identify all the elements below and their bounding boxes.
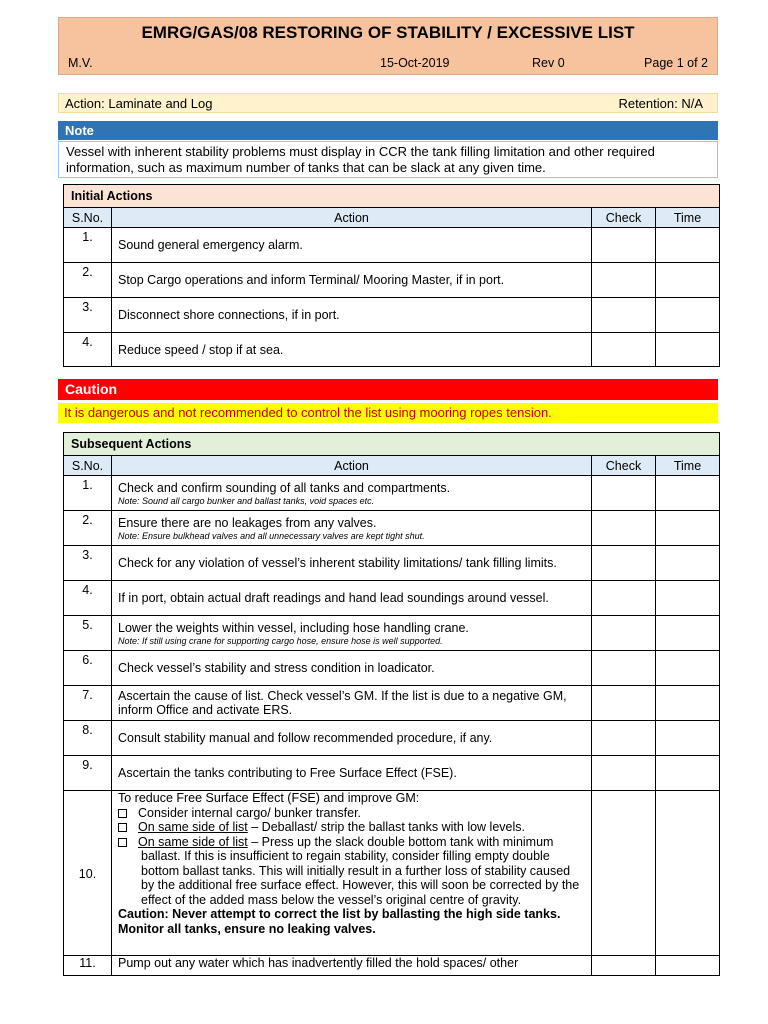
time-cell[interactable] [656, 546, 720, 581]
retention-text: Retention: N/A [618, 96, 703, 111]
checkbox-icon [118, 809, 127, 818]
table-row: 2. Ensure there are no leakages from any valves. Note: Ensure bulkhead valves and all unnecessary valves are kept tight shut. [64, 511, 720, 546]
col-check: Check [592, 208, 656, 228]
check-cell[interactable] [592, 298, 656, 333]
table-row: 3. Disconnect shore connections, if in port. [64, 298, 720, 333]
check-cell[interactable] [592, 511, 656, 546]
document-title: EMRG/GAS/08 RESTORING OF STABILITY / EXCESSIVE LIST [141, 23, 635, 42]
check-cell[interactable] [592, 228, 656, 263]
vessel-label: M.V. [68, 56, 93, 70]
col-time: Time [656, 208, 720, 228]
check-cell[interactable] [592, 686, 656, 721]
row-note: Note: Ensure bulkhead valves and all unnecessary valves are kept tight shut. [118, 530, 425, 541]
note-heading: Note [58, 121, 718, 140]
row10-caution: Caution: Never attempt to correct the list by ballasting the high side tanks. Monitor all tanks, ensure no leaking valves. [118, 907, 561, 936]
check-cell[interactable] [592, 263, 656, 298]
check-cell[interactable] [592, 721, 656, 756]
check-cell[interactable] [592, 791, 656, 956]
checkbox-icon [118, 823, 127, 832]
row-note: Note: If still using crane for supporting cargo hose, ensure hose is well supported. [118, 635, 443, 646]
initial-actions-title: Initial Actions [64, 185, 720, 208]
col-sno: S.No. [64, 456, 112, 476]
check-cell[interactable] [592, 756, 656, 791]
subsequent-actions-table [63, 432, 720, 976]
caution-heading: Caution [58, 379, 718, 400]
col-time: Time [656, 456, 720, 476]
col-check: Check [592, 456, 656, 476]
table-row: 4. Reduce speed / stop if at sea. [64, 333, 720, 367]
note-text: Vessel with inherent stability problems must display in CCR the tank filling limitation and other required information, such as maximum number of tanks that can be slack at any given time. [58, 141, 718, 178]
check-cell[interactable] [592, 333, 656, 367]
time-cell[interactable] [656, 263, 720, 298]
action-retention-bar [58, 93, 718, 113]
document-header [58, 17, 718, 75]
time-cell[interactable] [656, 333, 720, 367]
check-cell[interactable] [592, 651, 656, 686]
table-row: 9. Ascertain the tanks contributing to Free Surface Effect (FSE). [64, 756, 720, 791]
time-cell[interactable] [656, 956, 720, 976]
time-cell[interactable] [656, 511, 720, 546]
col-action: Action [112, 456, 592, 476]
initial-actions-table [63, 184, 720, 367]
time-cell[interactable] [656, 581, 720, 616]
check-cell[interactable] [592, 581, 656, 616]
table-row: 2. Stop Cargo operations and inform Terminal/ Mooring Master, if in port. [64, 263, 720, 298]
check-cell[interactable] [592, 476, 656, 511]
time-cell[interactable] [656, 228, 720, 263]
checkbox-icon [118, 838, 127, 847]
time-cell[interactable] [656, 651, 720, 686]
time-cell[interactable] [656, 721, 720, 756]
time-cell[interactable] [656, 616, 720, 651]
time-cell[interactable] [656, 686, 720, 721]
table-row: 11. Pump out any water which has inadvertently filled the hold spaces/ other [64, 956, 720, 976]
table-row: 1. Check and confirm sounding of all tanks and compartments. Note: Sound all cargo bunker and ballast tanks, void spaces etc. [64, 476, 720, 511]
time-cell[interactable] [656, 298, 720, 333]
table-row: 4. If in port, obtain actual draft readings and hand lead soundings around vessel. [64, 581, 720, 616]
action-text: Action: Laminate and Log [65, 96, 213, 111]
table-row: 1. Sound general emergency alarm. [64, 228, 720, 263]
table-row: 5. Lower the weights within vessel, including hose handling crane. Note: If still using crane for supporting cargo hose, ensure hose is well supported. [64, 616, 720, 651]
table-row: 3. Check for any violation of vessel’s inherent stability limitations/ tank filling limits. [64, 546, 720, 581]
revision: Rev 0 [532, 56, 565, 70]
subsequent-actions-title: Subsequent Actions [64, 433, 720, 456]
check-cell[interactable] [592, 546, 656, 581]
time-cell[interactable] [656, 756, 720, 791]
caution-text: It is dangerous and not recommended to control the list using mooring ropes tension. [58, 403, 718, 423]
page-number: Page 1 of 2 [644, 56, 708, 70]
table-row: 6. Check vessel’s stability and stress condition in loadicator. [64, 651, 720, 686]
col-action: Action [112, 208, 592, 228]
col-sno: S.No. [64, 208, 112, 228]
time-cell[interactable] [656, 476, 720, 511]
table-row: 10. To reduce Free Surface Effect (FSE) and improve GM: Consider internal cargo/ bunker transfer. On same side of list – Deballast/ strip the ballast tanks with low levels. On same side of list – Press up the slack double bottom tank with minimum ballast. If this is insufficient to regain stability, consider filling empty double bottom ballast tanks. This will initially result in a further loss of stability caused by the additional free surface effect. However, this will soon be corrected by the effect of the added mass below the vessel’s original centre of gravity. Caution: Never attempt to correct the list by ballasting the high side tanks. Monitor all tanks, ensure no leaking valves. [64, 791, 720, 956]
row-note: Note: Sound all cargo bunker and ballast tanks, void spaces etc. [118, 495, 375, 506]
check-cell[interactable] [592, 616, 656, 651]
check-cell[interactable] [592, 956, 656, 976]
table-row: 7. Ascertain the cause of list. Check vessel’s GM. If the list is due to a negative GM, inform Office and activate ERS. [64, 686, 720, 721]
document-date: 15-Oct-2019 [380, 56, 450, 70]
time-cell[interactable] [656, 791, 720, 956]
table-row: 8. Consult stability manual and follow recommended procedure, if any. [64, 721, 720, 756]
